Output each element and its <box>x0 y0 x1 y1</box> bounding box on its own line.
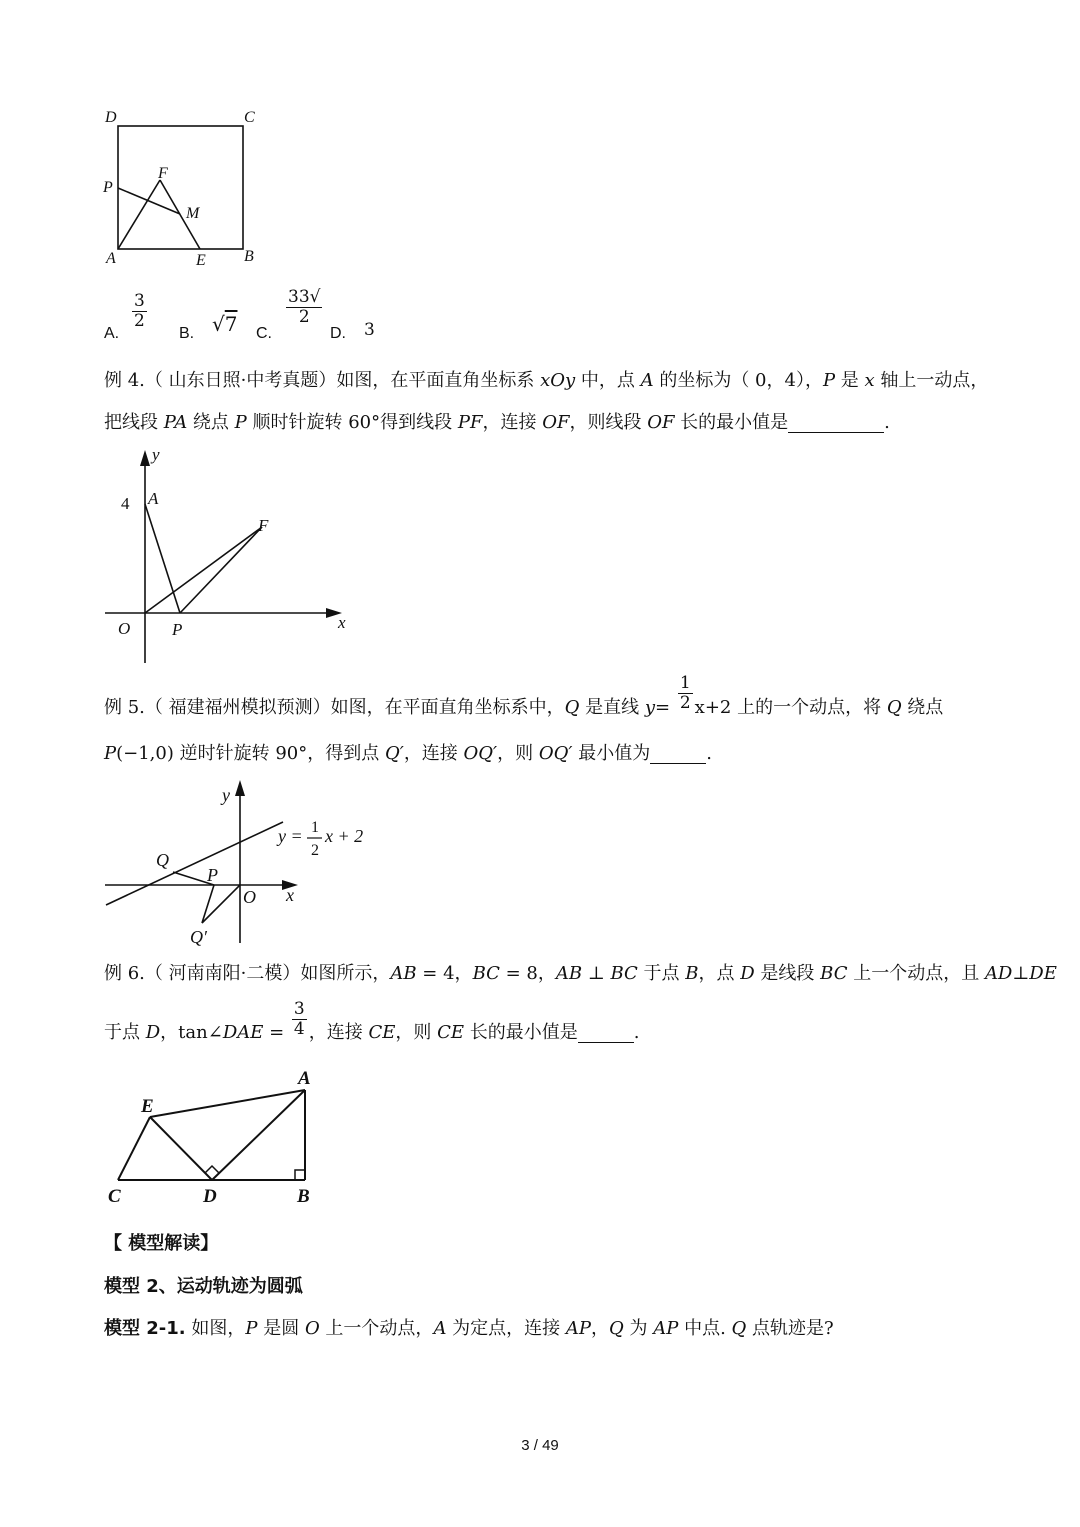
label-y: y <box>152 445 160 464</box>
label-y: y <box>222 785 230 805</box>
model2-title: 模型 2、运动轨迹为圆弧 <box>104 1276 303 1297</box>
eq-num: 1 <box>311 819 319 836</box>
label-four: 4 <box>121 494 130 513</box>
label-c: C <box>244 109 255 126</box>
example4-line1: 例 4.（ 山东日照·中考真题）如图，在平面直角坐标系 xOy 中，点 A 的坐标为（ 0，4），P 是 x 轴上一动点， <box>104 370 989 391</box>
label-p: P <box>103 179 113 196</box>
label-x: x <box>286 885 294 905</box>
example5-line1: 例 5.（ 福建福州模拟预测）如图，在平面直角坐标系中，Q 是直线 y= $\frac{1}{2}$ x+2 上的一个动点，将 Q 绕点 <box>104 673 944 719</box>
segment-ed <box>150 1117 212 1180</box>
label-m: M <box>186 205 200 222</box>
example6-line2: 于点 D，tan∠DAE = $\frac{3}{4}$ ，连接 CE，则 CE 长的最小值是 . <box>104 999 640 1044</box>
label-q: Q <box>156 850 169 870</box>
label-a: A <box>148 489 159 508</box>
sqrt-sign: √ <box>212 312 225 336</box>
example5-line2: P(−1,0) 逆时针旋转 90°，得到点 Q′，连接 OQ′，则 OQ′ 最小值为 . <box>104 743 712 764</box>
label-f: F <box>158 165 168 182</box>
label-q-prime: Q′ <box>190 927 207 947</box>
eq-rhs: x + 2 <box>325 826 364 846</box>
label-p: P <box>207 865 218 885</box>
label-p: P <box>172 620 183 639</box>
option-b-value: √7 <box>212 312 238 336</box>
example4-line2: 把线段 PA 绕点 P 顺时针旋转 60°得到线段 PF，连接 OF，则线段 OF 长的最小值是 . <box>104 412 890 433</box>
label-o: O <box>118 619 131 638</box>
option-c-label: C. <box>256 325 272 342</box>
label-f: F <box>258 516 269 535</box>
label-b: B <box>244 248 254 265</box>
model-heading: 【 模型解读】 <box>104 1233 219 1254</box>
option-d-label: D. <box>330 325 346 342</box>
model21-line: 模型 2-1. 如图，P 是圆 O 上一个动点，A 为定点，连接 AP，Q 为 AP 中点. Q 点轨迹是? <box>104 1318 834 1339</box>
label-b: B <box>297 1186 310 1207</box>
eq-den: 2 <box>311 842 319 859</box>
label-a: A <box>298 1068 311 1089</box>
example6-line1: 例 6.（ 河南南阳·二模）如图所示，AB = 4，BC = 8，AB ⊥ BC 于点 B，点 D 是线段 BC 上一个动点，且 AD⊥DE <box>104 963 1057 984</box>
option-c-value: $\frac{33√}{2}$ <box>288 287 321 327</box>
right-angle-mark-b <box>295 1170 305 1180</box>
label-e: E <box>141 1096 154 1117</box>
option-a-label: A. <box>104 325 120 342</box>
label-x: x <box>338 613 346 632</box>
page-number: 3 / 49 <box>521 1437 559 1454</box>
label-e: E <box>196 252 206 269</box>
option-a-value: $\frac{3}{2}$ <box>134 291 145 331</box>
option-d-value: 3 <box>364 320 375 340</box>
option-b-label: B. <box>179 325 195 342</box>
label-d: D <box>105 109 117 126</box>
label-a: A <box>106 250 116 267</box>
label-o: O <box>243 887 256 907</box>
right-angle-mark-d <box>205 1166 219 1173</box>
label-c: C <box>108 1186 121 1207</box>
label-d: D <box>203 1186 217 1207</box>
segment-ec <box>118 1117 150 1180</box>
eq-lhs: y = <box>278 826 303 846</box>
sqrt-sign: √ <box>309 287 321 307</box>
